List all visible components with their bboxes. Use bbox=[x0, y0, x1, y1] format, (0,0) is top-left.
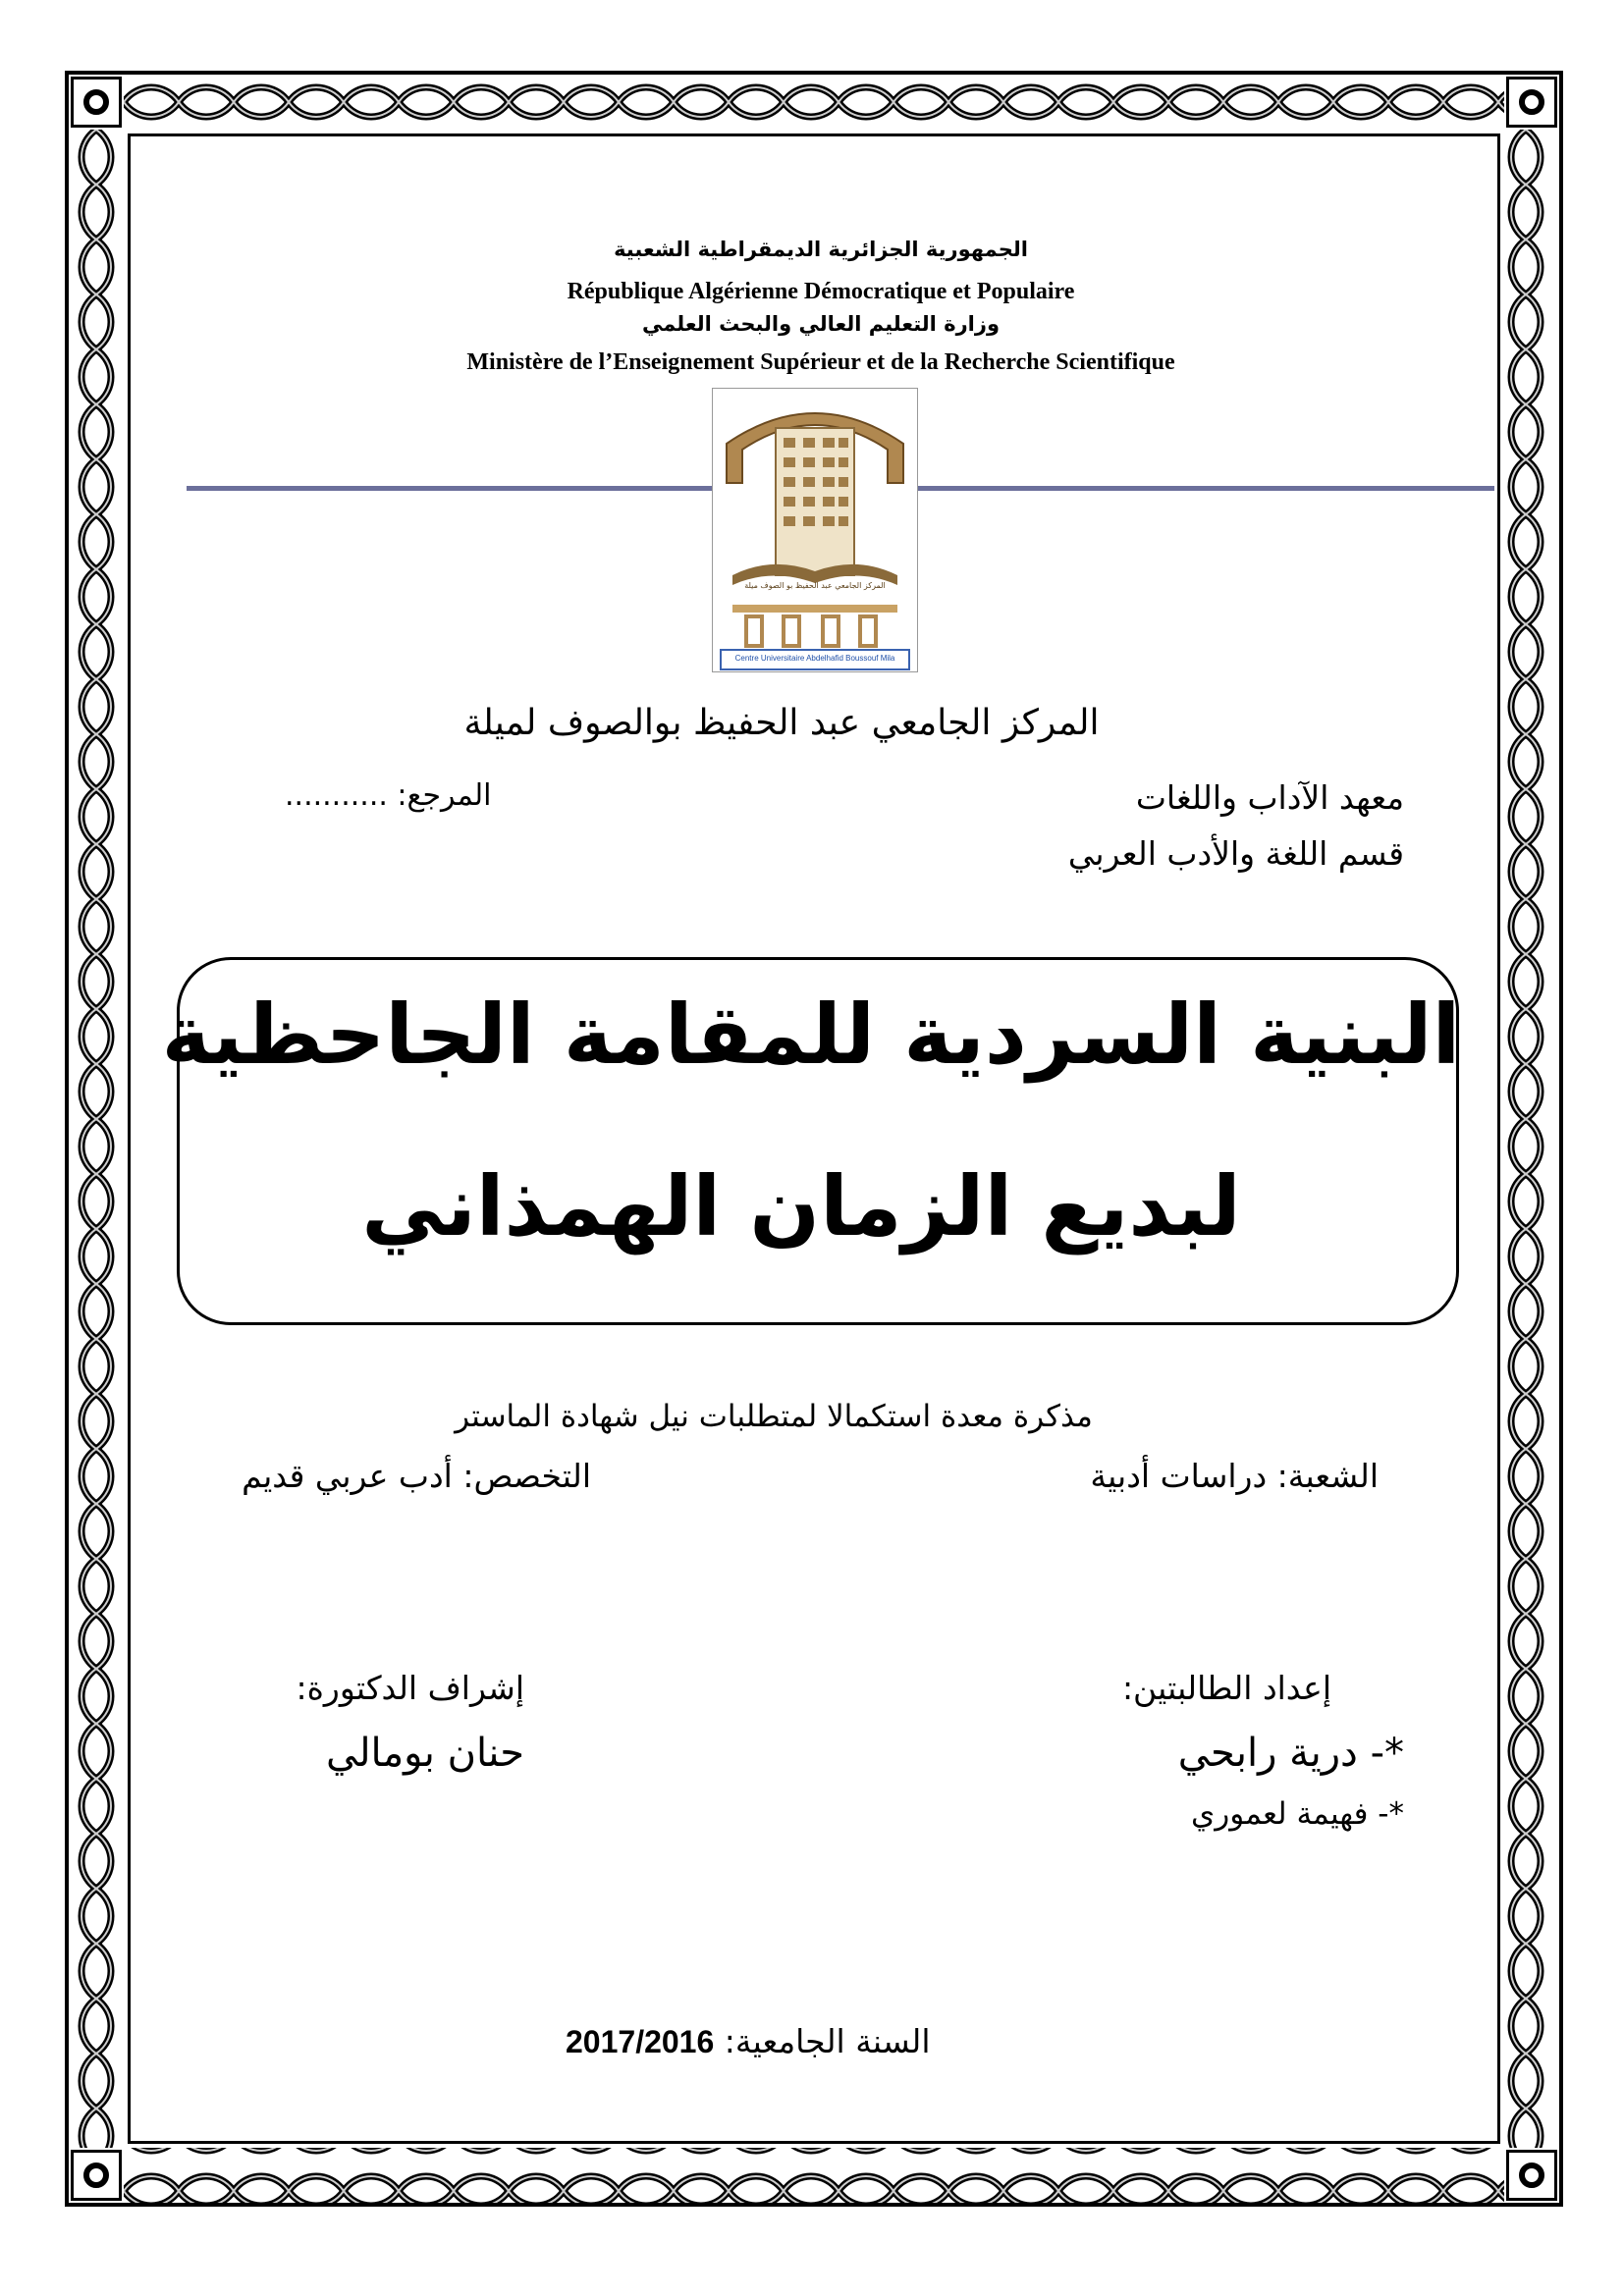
ministry-french: Ministère de l’Enseignement Supérieur et de la Recherche Scientifique bbox=[466, 349, 1175, 375]
university-center-name: المركز الجامعي عبد الحفيظ بوالصوف لميلة bbox=[463, 703, 1100, 743]
student-name-1: *- درية رابحي bbox=[1177, 1731, 1404, 1776]
corner-ornament-bottom-right bbox=[1506, 2150, 1557, 2201]
thesis-title-line1: البنية السردية للمقامة الجاحظية bbox=[161, 987, 1461, 1083]
supervisor-label: إشراف الدكتورة: bbox=[296, 1669, 524, 1707]
department-name: قسم اللغة والأدب العربي bbox=[1067, 834, 1404, 873]
academic-year-value: 2017/2016 bbox=[566, 2024, 715, 2059]
branch-field: الشعبة: دراسات أدبية bbox=[1090, 1457, 1379, 1495]
logo-caption-french: Centre Universitaire Abdelhafid Boussouf Mila bbox=[734, 654, 895, 663]
thesis-title-line2: لبديع الزمان الهمذاني bbox=[361, 1158, 1241, 1255]
corner-ornament-top-right bbox=[1506, 77, 1557, 128]
republic-arabic: الجمهورية الجزائرية الديمقراطية الشعبية bbox=[614, 238, 1028, 261]
logo-caption-arabic: المركز الجامعي عبد الحفيظ بو الصوف ميلة bbox=[744, 581, 886, 590]
ministry-arabic: وزارة التعليم العالي والبحث العلمي bbox=[641, 312, 1001, 336]
university-logo bbox=[712, 388, 918, 672]
republic-french: République Algérienne Démocratique et Populaire bbox=[567, 279, 1075, 304]
thesis-purpose: مذكرة معدة استكمالا لمتطلبات نيل شهادة الماستر bbox=[455, 1399, 1093, 1434]
academic-year bbox=[566, 2022, 931, 2060]
student-name-2: *- فهيمة لعموري bbox=[1191, 1796, 1404, 1832]
institute-name: معهد الآداب واللغات bbox=[1135, 778, 1404, 817]
specialty-field: التخصص: أدب عربي قديم bbox=[242, 1457, 591, 1495]
supervisor-name: حنان بومالي bbox=[325, 1731, 524, 1776]
academic-year-label: السنة الجامعية: bbox=[724, 2022, 931, 2060]
students-label: إعداد الطالبتين: bbox=[1121, 1669, 1331, 1707]
corner-ornament-top-left bbox=[71, 77, 122, 128]
corner-ornament-bottom-left bbox=[71, 2150, 122, 2201]
reference-field: المرجع: ........... bbox=[285, 778, 492, 813]
